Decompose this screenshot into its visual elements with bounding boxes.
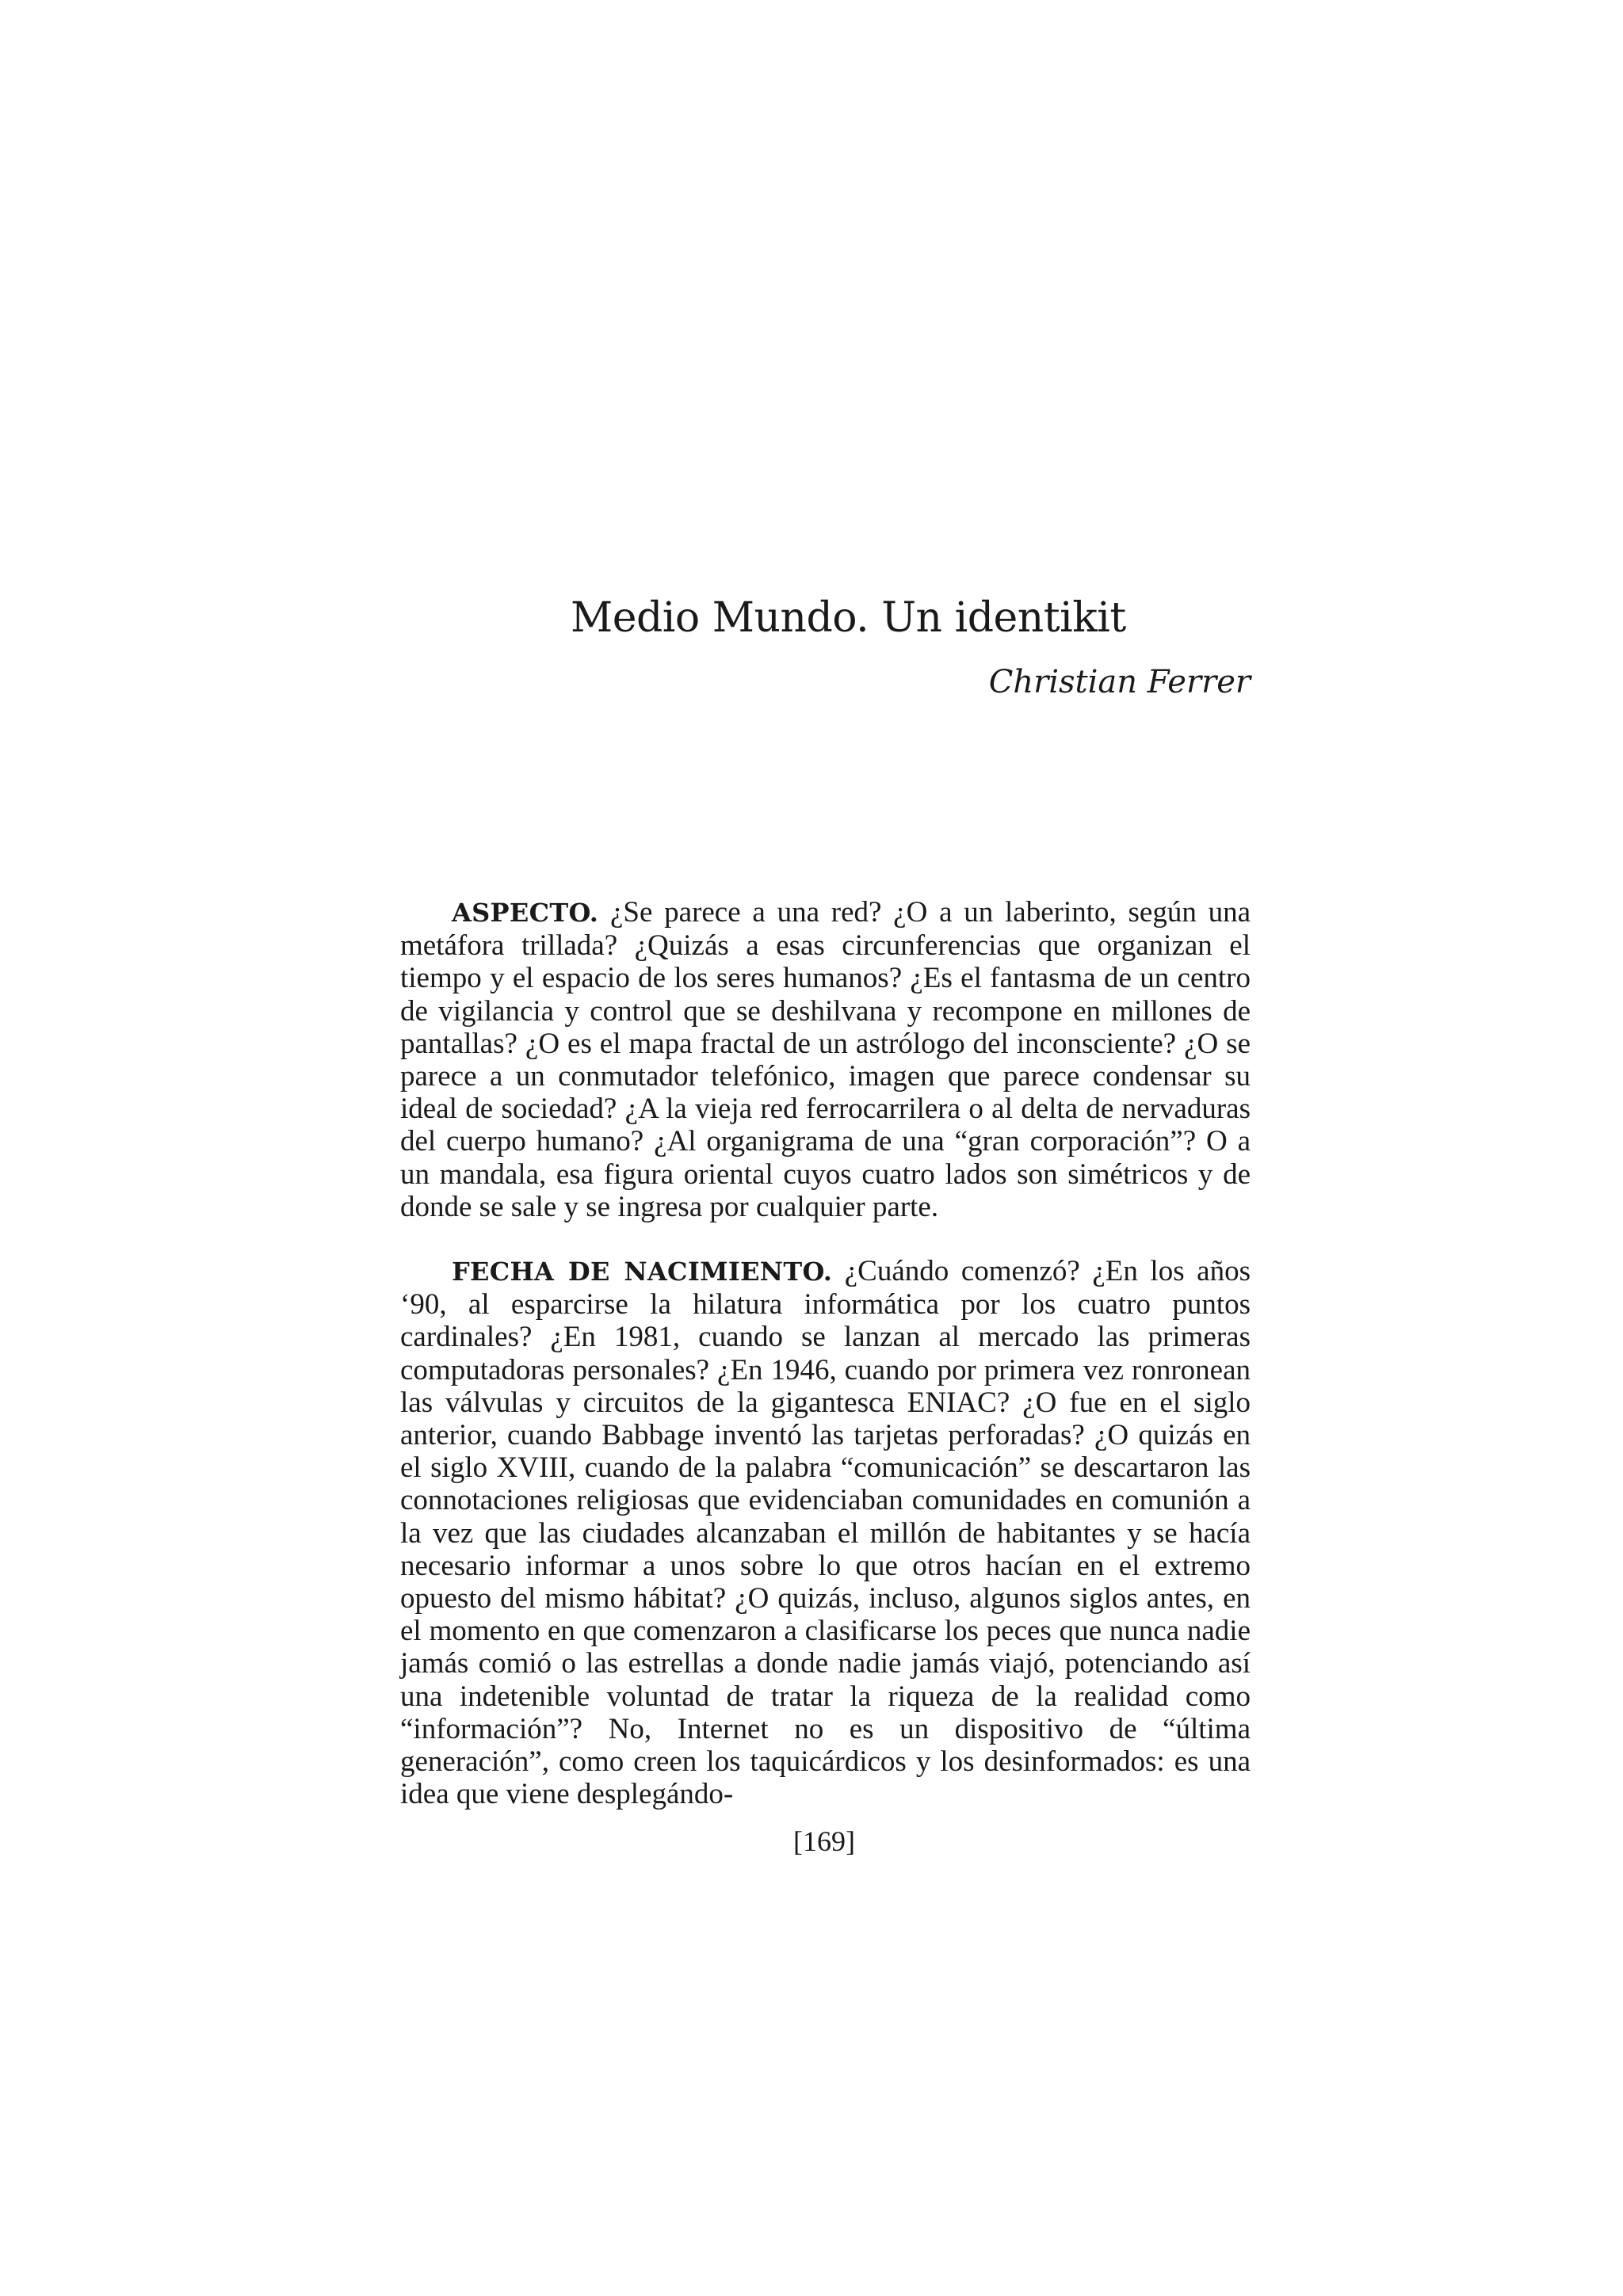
paragraph-text: ¿Cuándo comenzó? ¿En los años ‘90, al esparcirse la hilatura informática por los cuatro puntos cardinales? ¿En 1981, cuando se lanzan al mercado las primeras computadoras personales? ¿En 1946, cuando por primera vez ronronean las válvulas y circuitos de la gigantesca ENIAC? ¿O fue en el siglo anterior, cuando Babbage inventó las tarjetas perforadas? ¿O quizás en el siglo XVIII, cuando de la palabra “comunicación” se descartaron las connotaciones religiosas que evidenciaban comunidades en comunión a la vez que las ciudades alcanzaban el millón de habitantes y se hacía necesario informar a unos sobre lo que otros hacían en el extremo opuesto del mismo hábitat? ¿O quizás, incluso, algunos siglos antes, en el momento en que comenzaron a clasificarse los peces que nunca nadie jamás comió o las estrellas a donde nadie jamás viajó, potenciando así una indetenible voluntad de tratar la riqueza de la realidad como “información”? No, Internet no es un dispositivo de “última generación”, como creen los taquicárdicos y los desinformados: es una idea que viene desplegándo- — [400, 1255, 1251, 1811]
article-body — [400, 896, 1251, 1810]
article-title: Medio Mundo. Un identikit — [571, 594, 1126, 642]
paragraph-fecha-de-nacimiento — [400, 1255, 1251, 1810]
section-lead-fecha-de-nacimiento: FECHA DE NACIMIENTO. — [452, 1257, 833, 1287]
paragraph-text: ¿Se parece a una red? ¿O a un laberinto, según una metáfora trillada? ¿Quizás a esas circunferencias que organizan el tiempo y el espacio de los seres humanos? ¿Es el fantasma de un centro de vigilancia y control que se deshilvana y recompone en millones de pantallas? ¿O es el mapa fractal de un astrólogo del inconsciente? ¿O se parece a un conmutador telefónico, imagen que parece condensar su ideal de sociedad? ¿A la vieja red ferrocarrilera o al delta de nervaduras del cuerpo humano? ¿Al organigrama de una “gran corporación”? O a un mandala, esa figura oriental cuyos cuatro lados son simétricos y de donde se sale y se ingresa por cualquier parte. — [400, 896, 1251, 1223]
paragraph-aspecto — [400, 896, 1251, 1223]
author-name: Christian Ferrer — [988, 664, 1251, 700]
section-lead-aspecto: ASPECTO. — [452, 898, 599, 928]
page-number: [169] — [793, 1825, 855, 1857]
